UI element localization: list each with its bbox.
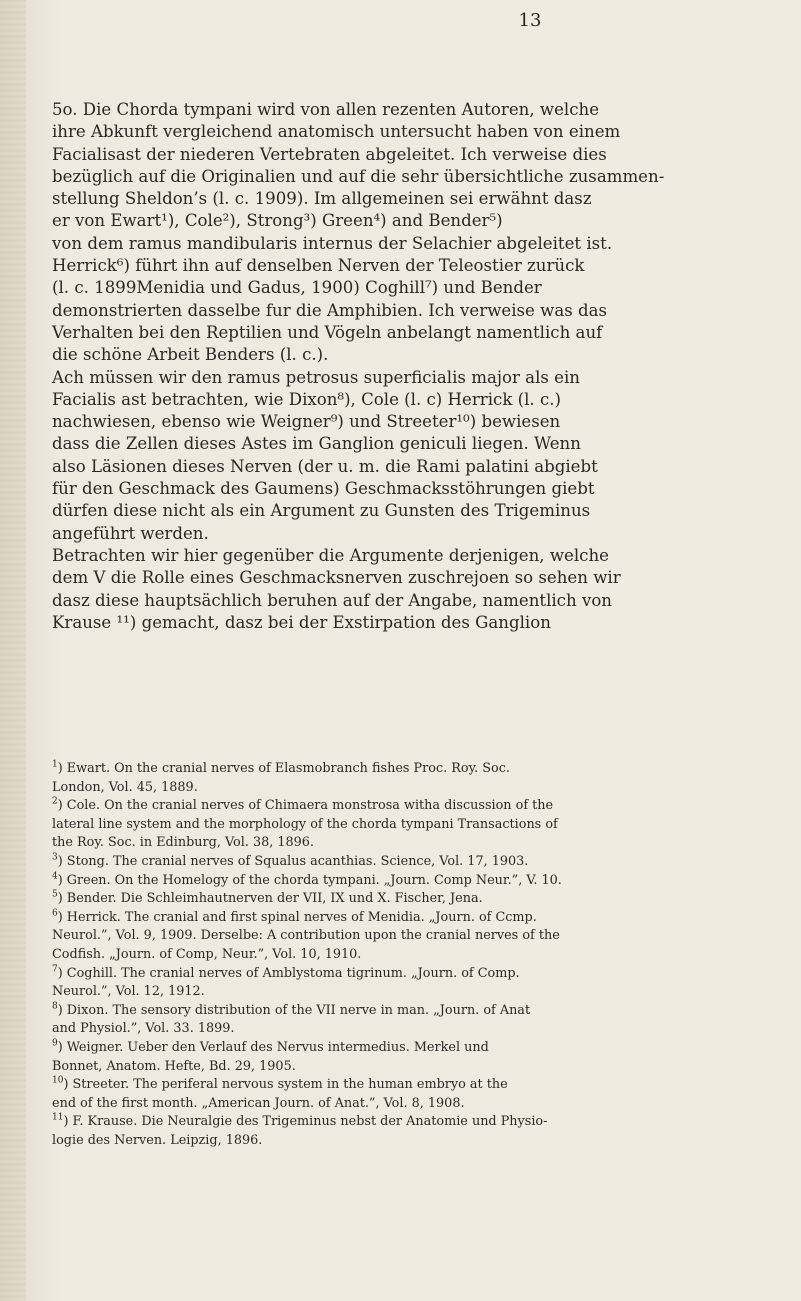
footnote-marker: 3: [52, 852, 58, 863]
line: Facialisast der niederen Vertebraten abgeleitet. Ich verweise dies: [52, 144, 607, 164]
footnote-9: $^9$) Weigner. Ueber den Verlauf des Nervus intermedius. Merkel und Bonnet, Anatom. Hefte, Bd. 29, 1905.: [52, 1038, 489, 1074]
footnote-10: $^{10}$) Streeter. The periferal nervous system in the human embryo at the end of the first month. „American Journ. of Anat.”, Vol. 8, 1908.: [52, 1075, 508, 1111]
line: dürfen diese nicht als ein Argument zu Gunsten des Trigeminus: [52, 501, 591, 521]
body-text: [52, 99, 742, 634]
footnote-marker: 2: [52, 796, 58, 807]
line: dasz diese hauptsächlich beruhen auf der Angabe, namentlich von: [52, 590, 612, 610]
footnote-5: $^5$) Bender. Die Schleimhautnerven der VII, IX und X. Fischer, Jena.: [52, 889, 483, 907]
paragraph-1: [52, 99, 742, 367]
footnote-text: Neurol.”, Vol. 9, 1909. Derselbe: A contribution upon the cranial nerves of the: [52, 928, 560, 944]
footnote-text: Neurol.”, Vol. 12, 1912.: [52, 984, 205, 1000]
footnote-marker: 7: [52, 964, 58, 975]
footnote-text: and Physiol.”, Vol. 33. 1899.: [52, 1021, 235, 1037]
footnote-marker: 8: [52, 1001, 58, 1012]
page-number: 13: [518, 10, 542, 31]
footnote-text: Coghill. The cranial nerves of Amblystoma tigrinum. „Journ. of Comp.: [66, 965, 520, 981]
line: (l. c. 1899Menidia und Gadus, 1900) Coghill⁷) und Bender: [52, 278, 542, 298]
footnote-text: Green. On the Homelogy of the chorda tympani. „Journ. Comp Neur.”, V. 10.: [66, 872, 562, 888]
footnote-text: Cole. On the cranial nerves of Chimaera monstrosa witha discussion of the: [66, 798, 554, 814]
footnote-text: Weigner. Ueber den Verlauf des Nervus intermedius. Merkel und: [66, 1039, 489, 1055]
line: Ach müssen wir den ramus petrosus superficialis major als ein: [52, 367, 580, 387]
footnote-text: the Roy. Soc. in Edinburg, Vol. 38, 1896.: [52, 835, 315, 851]
footnote-text: Ewart. On the cranial nerves of Elasmobranch fishes Proc. Roy. Soc.: [66, 761, 510, 776]
footnote-marker: 5: [52, 889, 58, 900]
footnote-text: Streeter. The periferal nervous system in the human embryo at the: [72, 1077, 508, 1093]
line: Herrick⁶) führt ihn auf denselben Nerven der Teleostier zurück: [52, 256, 585, 276]
line: die schöne Arbeit Benders (l. c.).: [52, 345, 329, 365]
footnote-marker: 11: [52, 1113, 64, 1124]
footnote-text: logie des Nerven. Leipzig, 1896.: [52, 1132, 263, 1148]
footnote-text: Codfish. „Journ. of Comp, Neur.”, Vol. 10, 1910.: [52, 946, 362, 962]
line: Facialis ast betrachten, wie Dixon⁸), Cole (l. c) Herrick (l. c.): [52, 389, 562, 409]
line: 5o. Die Chorda tympani wird von allen rezenten Autoren, welche: [52, 100, 600, 119]
footnote-1: $^1$) Ewart. On the cranial nerves of Elasmobranch fishes Proc. Roy. Soc. London, Vol. 45, 1889.: [52, 759, 510, 795]
footnote-marker: 4: [52, 871, 58, 882]
footnote-marker: 1: [52, 759, 58, 770]
line: also Läsionen dieses Nerven (der u. m. die Rami palatini abgiebt: [52, 456, 598, 476]
footnote-4: $^4$) Green. On the Homelogy of the chorda tympani. „Journ. Comp Neur.”, V. 10.: [52, 871, 562, 888]
paragraph-3: [52, 545, 742, 634]
footnote-text: end of the first month. „American Journ. of Anat.”, Vol. 8, 1908.: [52, 1095, 465, 1111]
line: ihre Abkunft vergleichend anatomisch untersucht haben von einem: [52, 122, 621, 142]
page-binding-edge: [0, 0, 26, 1301]
line: dem V die Rolle eines Geschmacksnerven zuschrejoen so sehen wir: [52, 568, 621, 588]
footnote-2: $^2$) Cole. On the cranial nerves of Chimaera monstrosa witha discussion of the lateral line system and the morphology of the chorda tympani Transactions of the Roy. Soc. in Edinburg, Vol. 38, 1896.: [52, 796, 558, 851]
line: er von Ewart¹), Cole²), Strong³) Green⁴) and Bender⁵): [52, 211, 503, 231]
line: dass die Zellen dieses Astes im Ganglion geniculi liegen. Wenn: [52, 434, 581, 454]
footnote-marker: 9: [52, 1038, 58, 1049]
footnote-text: Stong. The cranial nerves of Squalus acanthias. Science, Vol. 17, 1903.: [66, 853, 529, 869]
footnote-text: Dixon. The sensory distribution of the VII nerve in man. „Journ. of Anat: [66, 1002, 531, 1018]
line: nachwiesen, ebenso wie Weigner⁹) und Streeter¹⁰) bewiesen: [52, 412, 561, 432]
footnote-8: $^8$) Dixon. The sensory distribution of the VII nerve in man. „Journ. of Anat and Physiol.”, Vol. 33. 1899.: [52, 1001, 531, 1037]
footnote-3: $^3$) Stong. The cranial nerves of Squalus acanthias. Science, Vol. 17, 1903.: [52, 852, 529, 869]
footnote-text: lateral line system and the morphology of the chorda tympani Transactions of: [52, 816, 558, 832]
line: Verhalten bei den Reptilien und Vögeln anbelangt namentlich auf: [52, 322, 603, 342]
line: Betrachten wir hier gegenüber die Argumente derjenigen, welche: [52, 545, 609, 565]
line: angeführt werden.: [52, 523, 209, 543]
footnote-7: $^7$) Coghill. The cranial nerves of Amblystoma tigrinum. „Journ. of Comp. Neurol.”, Vol. 12, 1912.: [52, 964, 520, 1000]
paragraph-2: [52, 367, 742, 545]
line: stellung Sheldon’s (l. c. 1909). Im allgemeinen sei erwähnt dasz: [52, 189, 592, 209]
footnote-text: Herrick. The cranial and first spinal nerves of Menidia. „Journ. of Ccmp.: [66, 909, 537, 925]
footnote-marker: 6: [52, 908, 58, 919]
footnote-6: $^6$) Herrick. The cranial and first spinal nerves of Menidia. „Journ. of Ccmp. Neurol.”, Vol. 9, 1909. Derselbe: A contribution upon the cranial nerves of the Codfish. „Journ. of Comp, Neur.”, Vol. 10, 1910.: [52, 908, 560, 962]
footnote-text: Bonnet, Anatom. Hefte, Bd. 29, 1905.: [52, 1058, 296, 1074]
footnote-11: $^{11}$) F. Krause. Die Neuralgie des Trigeminus nebst der Anatomie und Physio- logie des Nerven. Leipzig, 1896.: [52, 1113, 548, 1148]
line: bezüglich auf die Originalien und auf die sehr übersichtliche zusammen-: [52, 166, 665, 186]
line: demonstrierten dasselbe fur die Amphibien. Ich verweise was das: [52, 300, 608, 320]
footnote-marker: 10: [52, 1075, 64, 1086]
line: von dem ramus mandibularis internus der Selachier abgeleitet ist.: [52, 233, 613, 253]
footnotes: [52, 760, 744, 1150]
footnote-text: Bender. Die Schleimhautnerven der VII, IX und X. Fischer, Jena.: [66, 891, 483, 907]
footnote-text: F. Krause. Die Neuralgie des Trigeminus nebst der Anatomie und Physio-: [72, 1114, 548, 1130]
line: für den Geschmack des Gaumens) Geschmacksstöhrungen giebt: [52, 479, 595, 499]
footnote-text: London, Vol. 45, 1889.: [52, 779, 198, 795]
line: Krause ¹¹) gemacht, dasz bei der Exstirpation des Ganglion: [52, 612, 551, 632]
